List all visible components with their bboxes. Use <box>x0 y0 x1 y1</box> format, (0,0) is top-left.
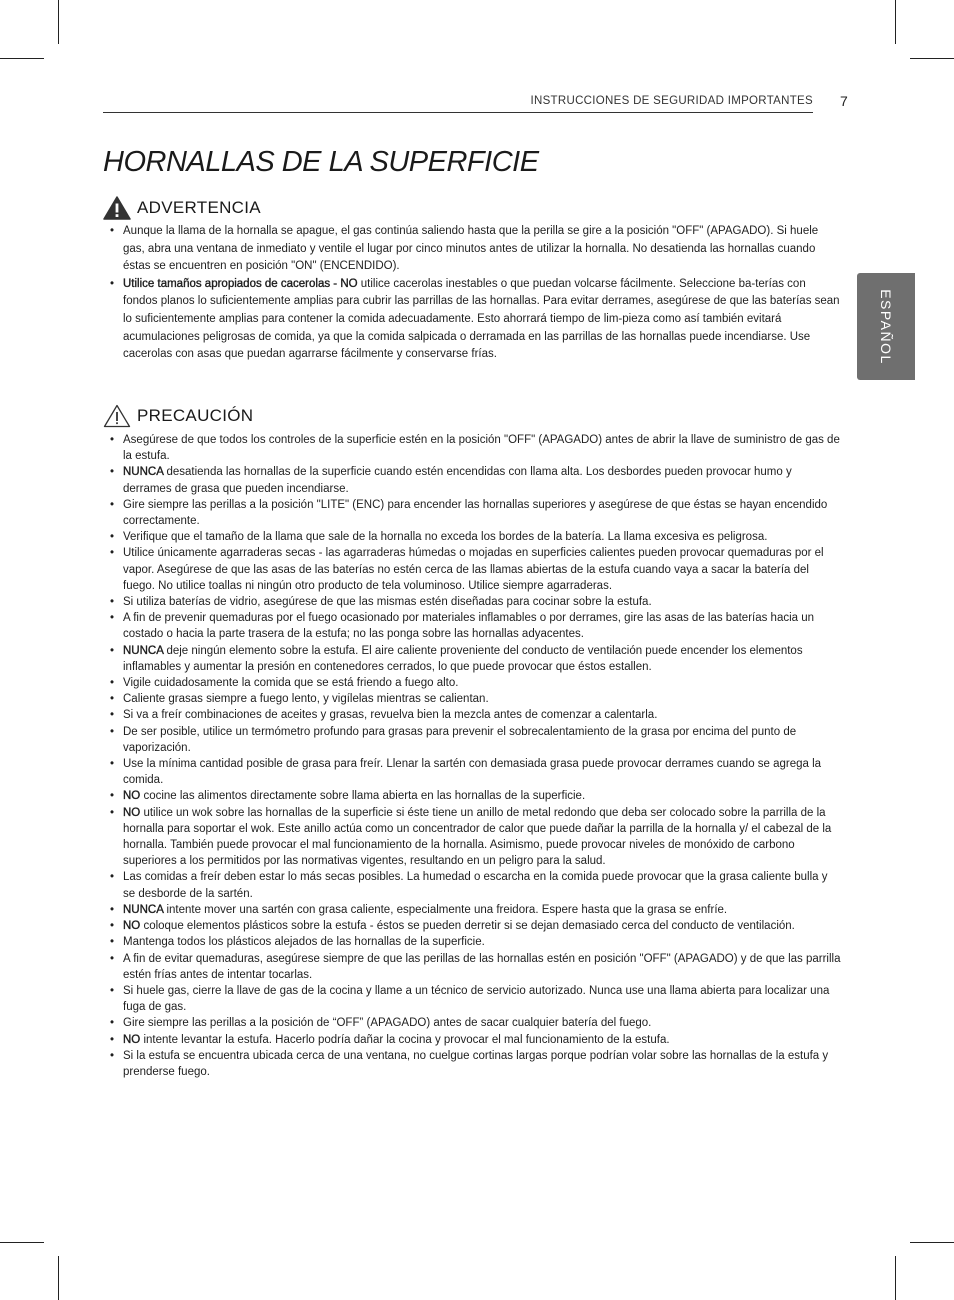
item-text: Asegúrese de que todos los controles de la superficie estén en la posición "OFF" (APAGADO) antes de abrir la llave de suministro de gas de la estufa. <box>123 434 840 463</box>
list-item <box>110 724 842 756</box>
emphasis-keyword: NO <box>123 806 141 819</box>
list-item <box>110 951 842 983</box>
emphasis-keyword: NO <box>123 920 141 933</box>
running-header: INSTRUCCIONES DE SEGURIDAD IMPORTANTES <box>530 95 813 107</box>
item-text: utilice un wok sobre las hornallas de la superficie si éste tiene un anillo de metal redondo que deba ser colocado sobre la parrilla de la hornalla para soportar el wok. Este anillo actúa como un concentrador de calor que puede dañar la parrilla de la hornalla y/ el cabezal de la hornalla. También puede provocar el mal funcionamiento de la hornalla. Asimismo, puede provocar niveles de monóxido de carbono superiores a los permitidos por las normativas vigentes, resultando en un peligro para la salud. <box>123 806 832 868</box>
list-item <box>110 643 842 675</box>
item-text: Mantenga todos los plásticos alejados de las hornallas de la superficie. <box>123 936 485 949</box>
emphasis-keyword: Utilice tamaños apropiados de cacerolas - NO <box>123 277 358 290</box>
list-item <box>110 497 842 529</box>
item-text: Aunque la llama de la hornalla se apague, el gas continúa saliendo hasta que la perilla se gire a la posición "OFF" (APAGADO). Si huele gas, abra una ventana de inmediato y ventile el lugar por cinco minutos antes de utilizar la hornalla. No desatienda las hornallas cuando éstas se encuentren en posición "ON" (ENCENDIDO). <box>123 225 819 273</box>
item-text: coloque elementos plásticos sobre la estufa - éstos se pueden derretir si se dejan demasiado cerca del conducto de ventilación. <box>140 920 795 933</box>
item-text: Si la estufa se encuentra ubicada cerca de una ventana, no cuelgue cortinas largas porque podrían volar sobre las hornallas de la estufa y prenderse fuego. <box>123 1049 829 1078</box>
list-item <box>110 1032 842 1048</box>
item-text: Caliente grasas siempre a fuego lento, y vigílelas mientras se calientan. <box>123 693 489 706</box>
crop-mark <box>910 1242 954 1243</box>
emphasis-keyword: NUNCA <box>123 466 164 479</box>
emphasis-keyword: NO <box>123 1033 141 1046</box>
item-text: Las comidas a freír deben estar lo más secas posibles. La humedad o escarcha en la comida puede provocar que la grasa caliente bulla y se desborde de la sartén. <box>123 871 828 900</box>
crop-mark <box>895 1256 896 1300</box>
list-item <box>110 464 842 496</box>
list-item <box>110 610 842 642</box>
crop-mark <box>58 0 59 44</box>
emphasis-keyword: NO <box>123 790 141 803</box>
list-item <box>110 529 842 545</box>
warning-list <box>110 223 842 364</box>
item-text: Utilice únicamente agarraderas secas - las agarraderas húmedas o mojadas en superficies calientes pueden provocar quemaduras por el vapor. Asegúrese de que las asas de las baterías no estén cerca de las llamas abiertas de la estufa cuando vaya a sacar la batería del fuego. No utilice toallas ni ningún otro producto de tela voluminoso. Utilice siempre agarraderas. <box>123 547 824 592</box>
item-text: Use la mínima cantidad posible de grasa para freír. Llenar la sartén con demasiada grasa puede provocar derrames cuando se agrega la comida. <box>123 758 822 787</box>
list-item <box>110 223 842 276</box>
crop-mark <box>58 1256 59 1300</box>
crop-mark <box>0 1242 44 1243</box>
item-text: Si va a freír combinaciones de aceites y grasas, revuelva bien la mezcla antes de comenzar a calentarla. <box>123 709 658 722</box>
caution-list <box>110 432 842 1080</box>
language-tab <box>857 273 915 380</box>
item-text: intente levantar la estufa. Hacerlo podría dañar la cocina y provocar el mal funcionamiento de la estufa. <box>140 1033 670 1046</box>
item-text: deje ningún elemento sobre la estufa. El aire caliente proveniente del conducto de ventilación puede encender los elementos inflamables y aumentar la presión en contenedores cerrados, lo que puede provocar que éstos estallen. <box>123 644 803 673</box>
item-text: Verifique que el tamaño de la llama que sale de la hornalla no exceda los bordes de la batería. La llama excesiva es peligrosa. <box>123 531 768 544</box>
item-text: utilice cacerolas inestables o que puedan volcarse fácilmente. Seleccione ba-terías con fondos planos lo suficientemente amplias para cubrir las parrillas de las hornallas. Para evitar derrames, asegúrese de que las baterías sean lo suficientemente amplias para contener la comida adecuadamente. Esto ahorrará tiempo de lim-pieza como así también evitará acumulaciones peligrosas de comida, ya que la comida salpicada o derramada en las parrillas de las hornallas puede incendiarse. Use cacerolas con asas que puedan agarrarse fácilmente y conservarse frías. <box>123 277 840 361</box>
list-item <box>110 276 842 364</box>
list-item <box>110 707 842 723</box>
list-item <box>110 934 842 950</box>
warning-label: ADVERTENCIA <box>137 198 261 217</box>
emphasis-keyword: NUNCA <box>123 903 164 916</box>
item-text: cocine las alimentos directamente sobre llama abierta en las hornallas de la superficie. <box>140 790 586 803</box>
item-text: desatienda las hornallas de la superficie cuando estén encendidas con llama alta. Los desbordes pueden provocar humo y derrames de grasa que pueden incendiarse. <box>123 466 792 495</box>
emphasis-keyword: NUNCA <box>123 644 164 657</box>
crop-mark <box>895 0 896 44</box>
warning-heading <box>103 196 261 220</box>
list-item <box>110 918 842 934</box>
list-item <box>110 756 842 788</box>
crop-mark <box>910 58 954 59</box>
list-item <box>110 594 842 610</box>
crop-mark <box>0 58 44 59</box>
caution-heading <box>103 404 253 428</box>
item-text: Si utiliza baterías de vidrio, asegúrese de que las mismas estén diseñadas para cocinar sobre la estufa. <box>123 596 652 609</box>
header-rule <box>103 112 813 113</box>
caution-label: PRECAUCIÓN <box>137 406 254 425</box>
item-text: A fin de evitar quemaduras, asegúrese siempre de que las perillas de las hornallas estén en posición "OFF" (APAGADO) y de que las parrilla estén frías antes de intentar tocarlas. <box>123 952 841 981</box>
caution-outline-triangle-icon <box>103 404 131 428</box>
warning-filled-triangle-icon <box>103 196 131 220</box>
list-item <box>110 1048 842 1080</box>
list-item <box>110 675 842 691</box>
item-text: Gire siempre las perillas a la posición "LITE" (ENC) para encender las hornallas superiores y asegúrese de que éstas se hayan encendido correctamente. <box>123 498 828 528</box>
list-item <box>110 805 842 870</box>
list-item <box>110 545 842 594</box>
list-item <box>110 983 842 1015</box>
page-title: HORNALLAS DE LA SUPERFICIE <box>103 146 539 178</box>
page-number: 7 <box>840 93 848 109</box>
list-item <box>110 1015 842 1031</box>
language-tab-label: ESPAÑOL <box>878 288 894 365</box>
list-item <box>110 691 842 707</box>
list-item <box>110 902 842 918</box>
item-text: De ser posible, utilice un termómetro profundo para grasas para prevenir el sobrecalentamiento de la grasa por encima del punto de vaporización. <box>123 725 797 754</box>
list-item <box>110 432 842 464</box>
item-text: intente mover una sartén con grasa caliente, especialmente una freidora. Espere hasta que la grasa se enfríe. <box>163 903 728 916</box>
item-text: Si huele gas, cierre la llave de gas de la cocina y llame a un técnico de servicio autorizado. Nunca use una llama abierta para localizar una fuga de gas. <box>123 984 830 1014</box>
item-text: A fin de prevenir quemaduras por el fuego ocasionado por materiales inflamables o por derrames, gire las asas de las baterías hacia un costado o hacia la parte trasera de la estufa; no las ponga sobre las hornallas adyacentes. <box>123 612 815 641</box>
item-text: Gire siempre las perillas a la posición de “OFF” (APAGADO) antes de sacar cualquier batería del fuego. <box>123 1017 652 1030</box>
list-item <box>110 869 842 901</box>
list-item <box>110 788 842 804</box>
item-text: Vigile cuidadosamente la comida que se está friendo a fuego alto. <box>123 677 459 690</box>
